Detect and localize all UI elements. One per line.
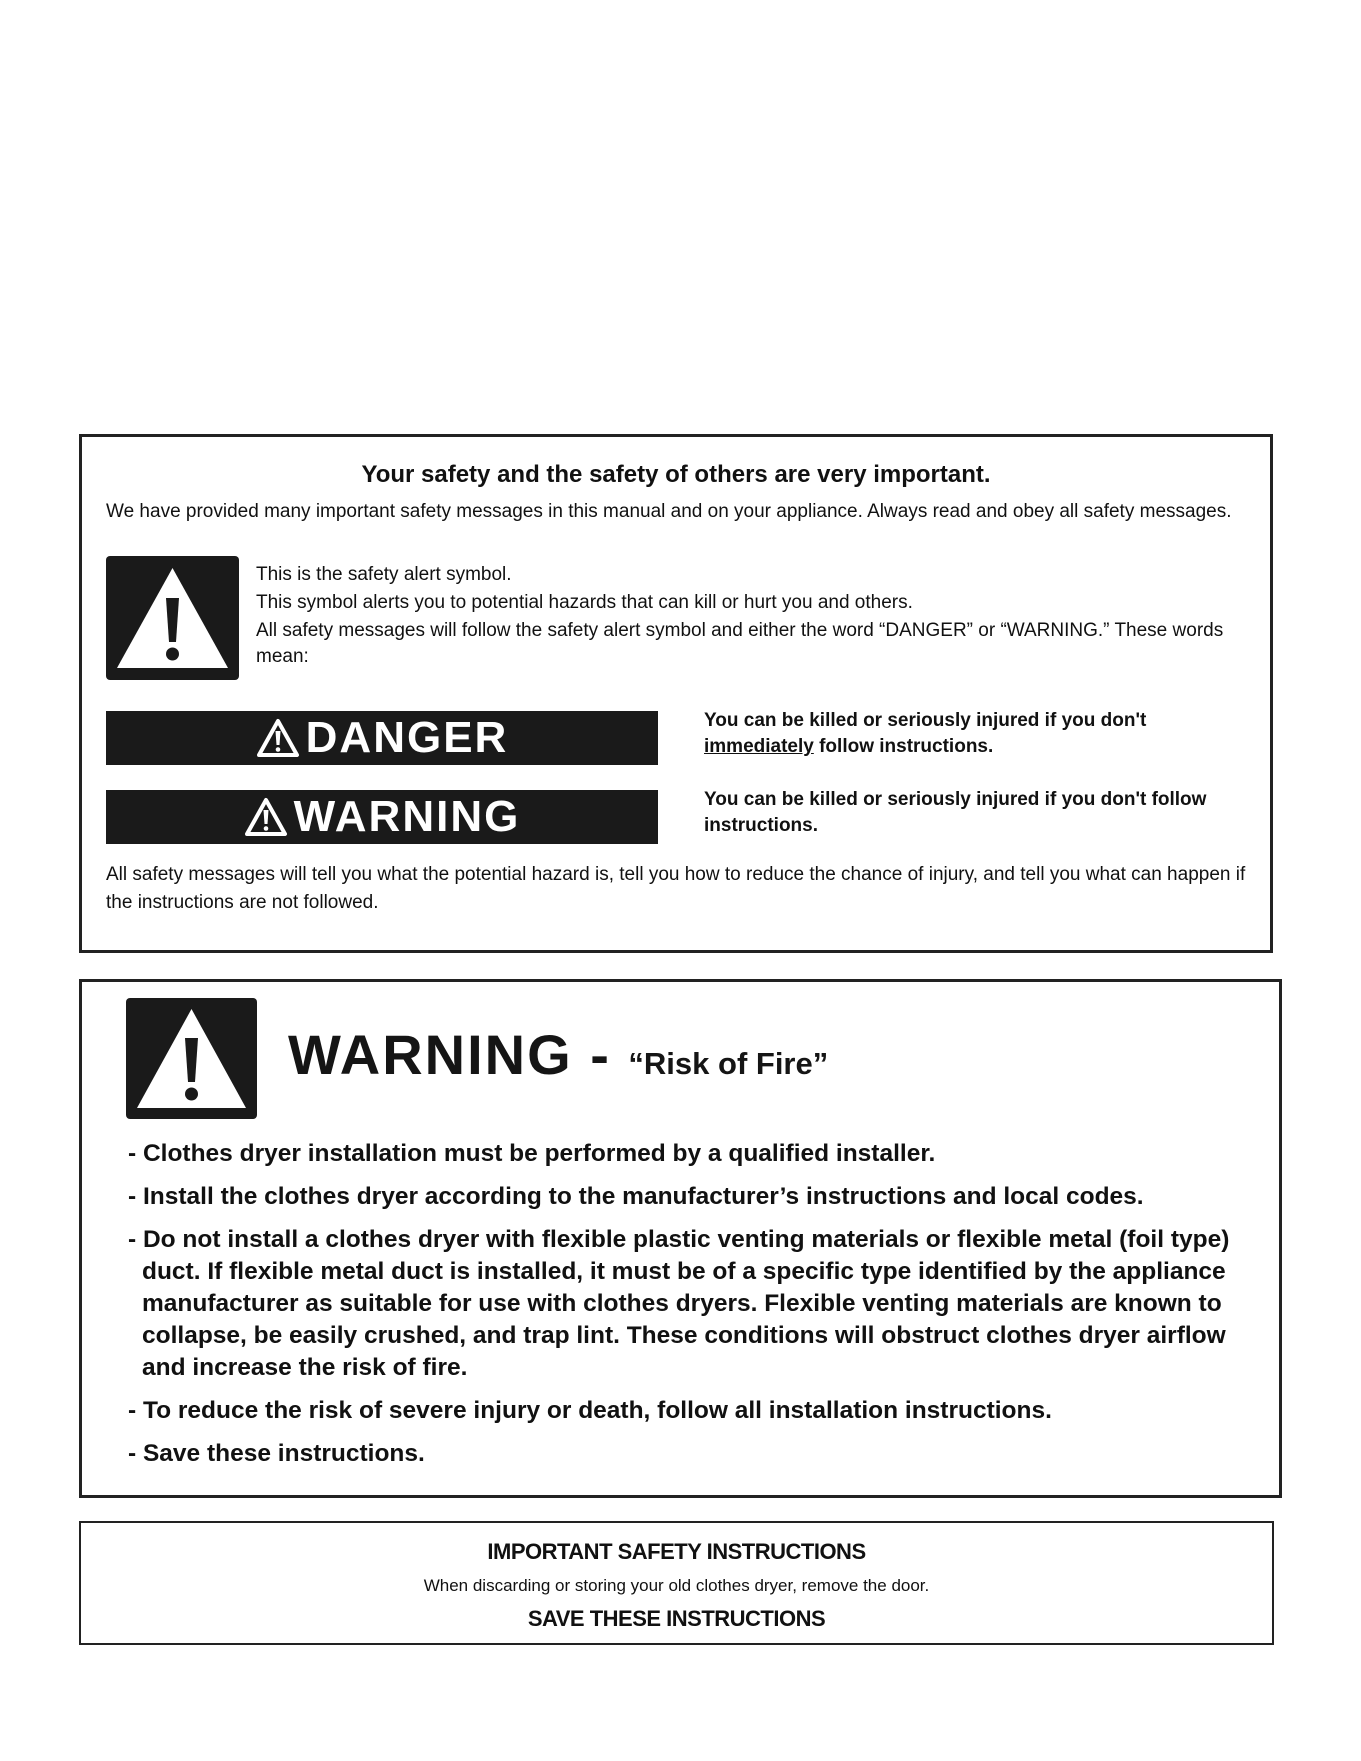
list-item: - Clothes dryer installation must be performed by a qualified installer. — [128, 1140, 936, 1167]
fire-subheading: “Risk of Fire” — [628, 1046, 829, 1081]
fire-warning-box — [79, 979, 1282, 1498]
important-instructions-box — [79, 1521, 1274, 1645]
danger-meaning — [704, 708, 1246, 760]
important-heading: IMPORTANT SAFETY INSTRUCTIONS — [487, 1539, 866, 1564]
list-item: - Install the clothes dryer according to the manufacturer’s instructions and local codes. — [128, 1183, 1144, 1210]
fire-instructions-list — [128, 1138, 1251, 1481]
fire-heading — [288, 1022, 828, 1087]
warning-banner — [106, 790, 658, 844]
discard-instruction: When discarding or storing your old clothes dryer, remove the door. — [423, 1576, 930, 1595]
symbol-line: This symbol alerts you to potential hazards that can kill or hurt you and others. — [256, 592, 913, 613]
list-item: - To reduce the risk of severe injury or death, follow all installation instructions. — [128, 1397, 1052, 1424]
safety-intro: We have provided many important safety messages in this manual and on your appliance. Always read and obey all safety messages. — [106, 501, 1232, 522]
danger-alert-icon — [256, 718, 300, 758]
warning-label: WARNING — [293, 792, 521, 841]
danger-banner — [106, 711, 658, 765]
safety-alert-icon — [106, 556, 239, 680]
fire-heading-label: WARNING — [288, 1023, 573, 1086]
symbol-description — [256, 562, 1246, 672]
warning-alert-icon — [244, 797, 288, 837]
fire-alert-icon — [126, 998, 257, 1119]
safety-title: Your safety and the safety of others are very important. — [361, 461, 991, 488]
list-item: - Do not install a clothes dryer with flexible plastic venting materials or flexible metal (foil type) duct. If flexible metal duct is installed, it must be of a specific type identified by the appliance manufacturer as suitable for use with clothes dryers. Flexible venting materials are known to collapse, be easily crushed, and trap lint. These conditions will obstruct clothes dryer airflow and increase the risk of fire. — [128, 1226, 1230, 1381]
danger-text: You can be killed or seriously injured if you don't — [704, 710, 1147, 731]
safety-info-box — [79, 434, 1273, 953]
warning-meaning: You can be killed or seriously injured if you don't follow instructions. — [704, 789, 1207, 836]
fire-heading-dash: - — [572, 1023, 629, 1086]
danger-label: DANGER — [305, 713, 509, 762]
danger-emphasis: immediately — [704, 736, 814, 757]
safety-outro: All safety messages will tell you what the potential hazard is, tell you how to reduce the chance of injury, and tell you what can happen if the instructions are not followed. — [106, 864, 1246, 913]
save-instructions-footer: SAVE THESE INSTRUCTIONS — [527, 1606, 826, 1631]
symbol-line: All safety messages will follow the safety alert symbol and either the word “DANGER” or “WARNING.” These words mean: — [256, 620, 1224, 667]
danger-text-end: follow instructions. — [813, 736, 994, 757]
symbol-line: This is the safety alert symbol. — [256, 564, 512, 585]
list-item: - Save these instructions. — [128, 1440, 425, 1467]
